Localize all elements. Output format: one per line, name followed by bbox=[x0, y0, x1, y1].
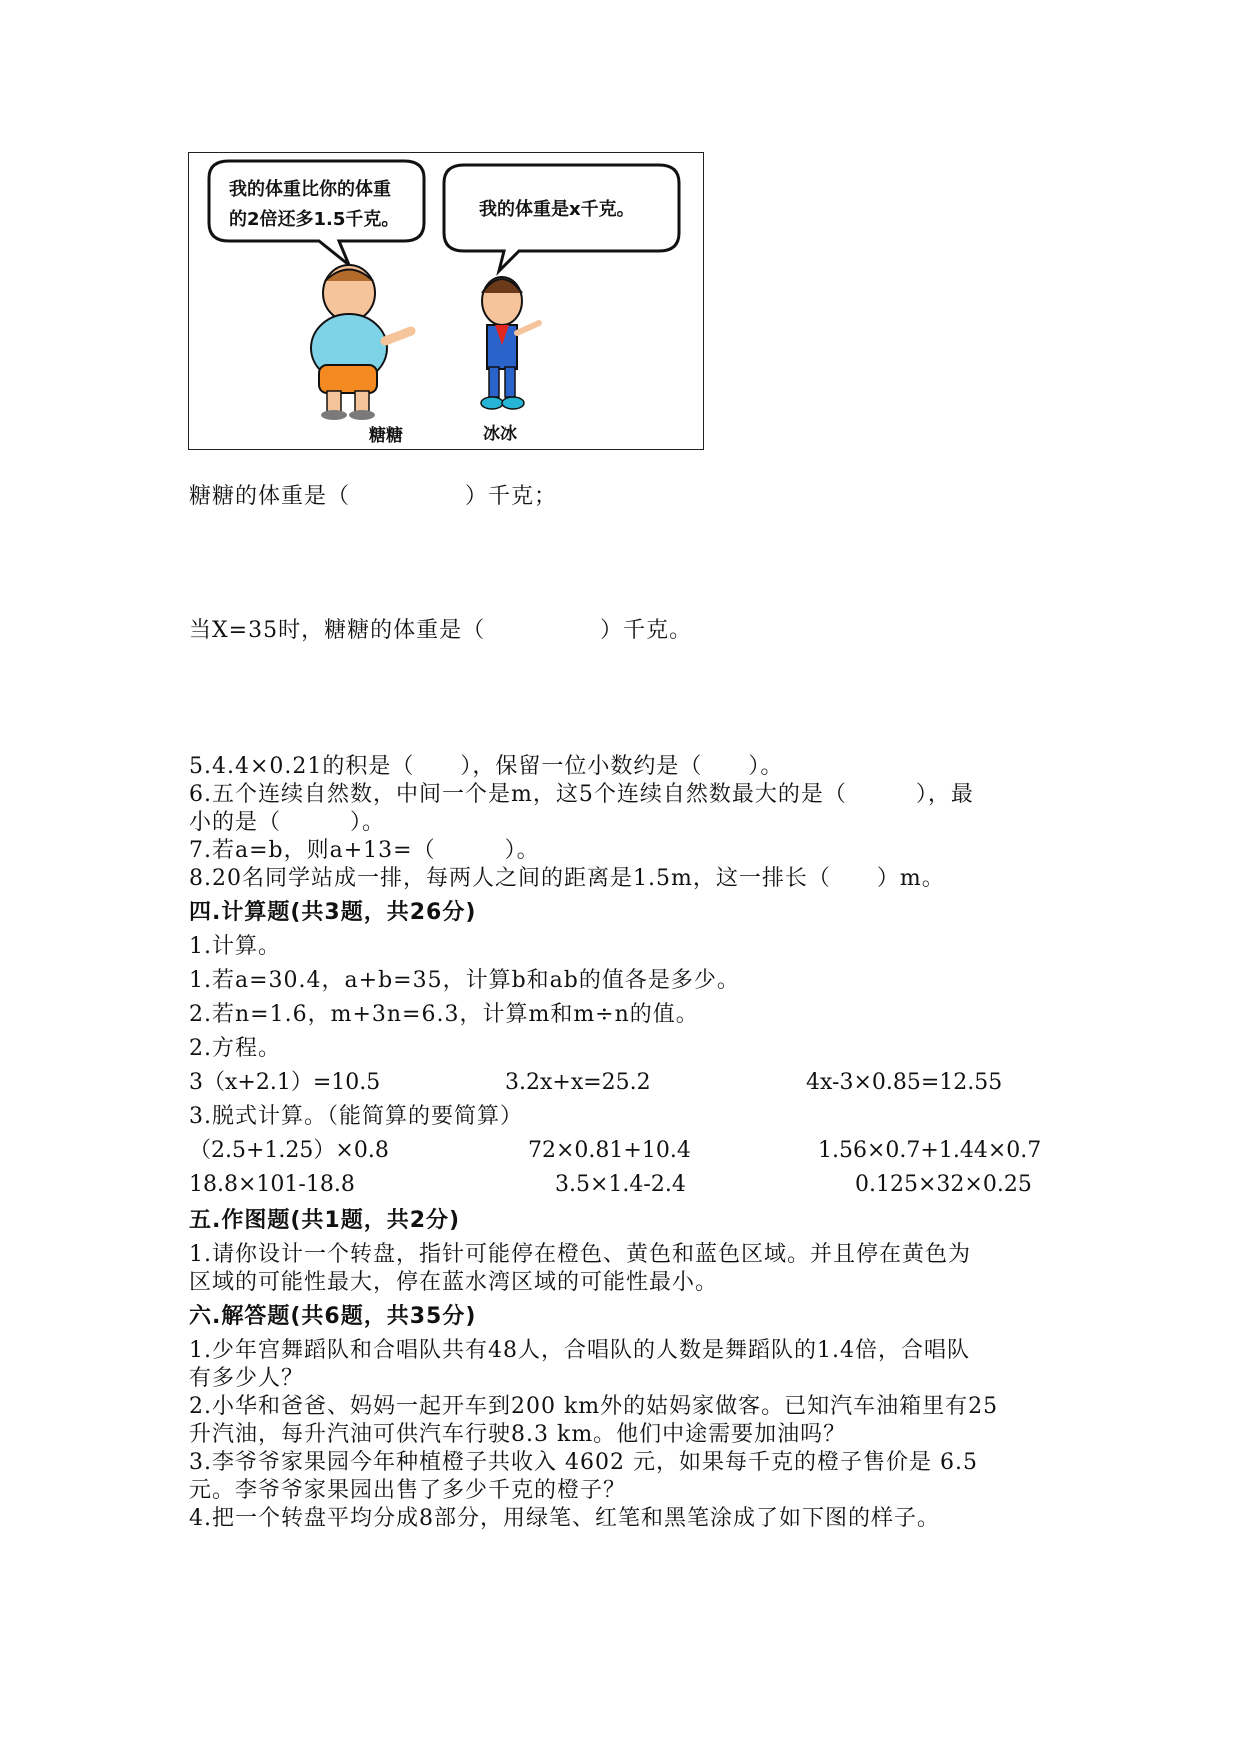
boy-bingbing bbox=[481, 277, 539, 409]
equation-2: 3.2x+x=25.2 bbox=[505, 1070, 651, 1095]
s6-line4: 升汽油，每升汽油可供汽车行驶8.3 km。他们中途需要加油吗？ bbox=[189, 1422, 847, 1447]
q4-part1: 糖糖的体重是（ ）千克； bbox=[189, 484, 558, 509]
equation-3: 4x-3×0.85=12.55 bbox=[806, 1070, 1003, 1095]
section-4-title: 四.计算题(共3题，共26分) bbox=[189, 900, 477, 925]
s6-line3: 2.小华和爸爸、妈妈一起开车到200 km外的姑妈家做客。已知汽车油箱里有25 bbox=[189, 1394, 999, 1419]
section-5-title: 五.作图题(共1题，共2分) bbox=[189, 1208, 461, 1233]
question-6-line2: 小的是（ ）。 bbox=[189, 810, 386, 835]
s6-line1: 1.少年宫舞蹈队和合唱队共有48人，合唱队的人数是舞蹈队的1.4倍，合唱队 bbox=[189, 1338, 970, 1363]
question-8: 8.20名同学站成一排，每两人之间的距离是1.5m，这一排长（ ）m。 bbox=[189, 866, 945, 891]
question-7: 7.若a=b，则a+13=（ ）。 bbox=[189, 838, 540, 863]
name-bingbing: 冰冰 bbox=[483, 424, 517, 444]
calc-1: （2.5+1.25）×0.8 bbox=[189, 1138, 389, 1163]
s6-line6: 元。李爷爷家果园出售了多少千克的橙子？ bbox=[189, 1478, 627, 1503]
cartoon-svg bbox=[189, 153, 703, 449]
section-6-title: 六.解答题(共6题，共35分) bbox=[189, 1304, 477, 1329]
s6-line7: 4.把一个转盘平均分成8部分，用绿笔、红笔和黑笔涂成了如下图的样子。 bbox=[189, 1506, 940, 1531]
s6-line2: 有多少人？ bbox=[189, 1366, 305, 1391]
weight-comparison-illustration bbox=[188, 152, 704, 450]
s4-q1-title: 1.计算。 bbox=[189, 934, 281, 959]
s4-q1-item2: 2.若n=1.6，m+3n=6.3，计算m和m÷n的值。 bbox=[189, 1002, 699, 1027]
s4-q2-title: 2.方程。 bbox=[189, 1036, 281, 1061]
calc-2: 72×0.81+10.4 bbox=[528, 1138, 691, 1163]
bubble-left-line2: 的2倍还多1.5千克。 bbox=[229, 209, 400, 230]
s5-line1: 1.请你设计一个转盘，指针可能停在橙色、黄色和蓝色区域。并且停在黄色为 bbox=[189, 1242, 971, 1267]
calc-5: 3.5×1.4-2.4 bbox=[555, 1172, 686, 1197]
bubble-left-line1: 我的体重比你的体重 bbox=[229, 179, 391, 200]
calc-6: 0.125×32×0.25 bbox=[855, 1172, 1032, 1197]
s5-line2: 区域的可能性最大，停在蓝水湾区域的可能性最小。 bbox=[189, 1270, 719, 1295]
question-6-line1: 6.五个连续自然数，中间一个是m，这5个连续自然数最大的是（ ），最 bbox=[189, 782, 974, 807]
s4-q3-title: 3.脱式计算。（能简算的要简算） bbox=[189, 1104, 523, 1129]
s4-q1-item1: 1.若a=30.4，a+b=35，计算b和ab的值各是多少。 bbox=[189, 968, 740, 993]
equation-1: 3（x+2.1）=10.5 bbox=[189, 1070, 381, 1095]
question-5: 5.4.4×0.21的积是（ ），保留一位小数约是（ ）。 bbox=[189, 754, 784, 779]
q4-part2: 当X=35时，糖糖的体重是（ ）千克。 bbox=[189, 618, 693, 643]
boy-tangtang bbox=[311, 265, 411, 420]
calc-4: 18.8×101-18.8 bbox=[189, 1172, 355, 1197]
calc-3: 1.56×0.7+1.44×0.7 bbox=[818, 1138, 1042, 1163]
name-tangtang: 糖糖 bbox=[369, 426, 403, 446]
s6-line5: 3.李爷爷家果园今年种植橙子共收入 4602 元，如果每千克的橙子售价是 6.5 bbox=[189, 1450, 978, 1475]
bubble-right-text: 我的体重是x千克。 bbox=[479, 199, 635, 220]
